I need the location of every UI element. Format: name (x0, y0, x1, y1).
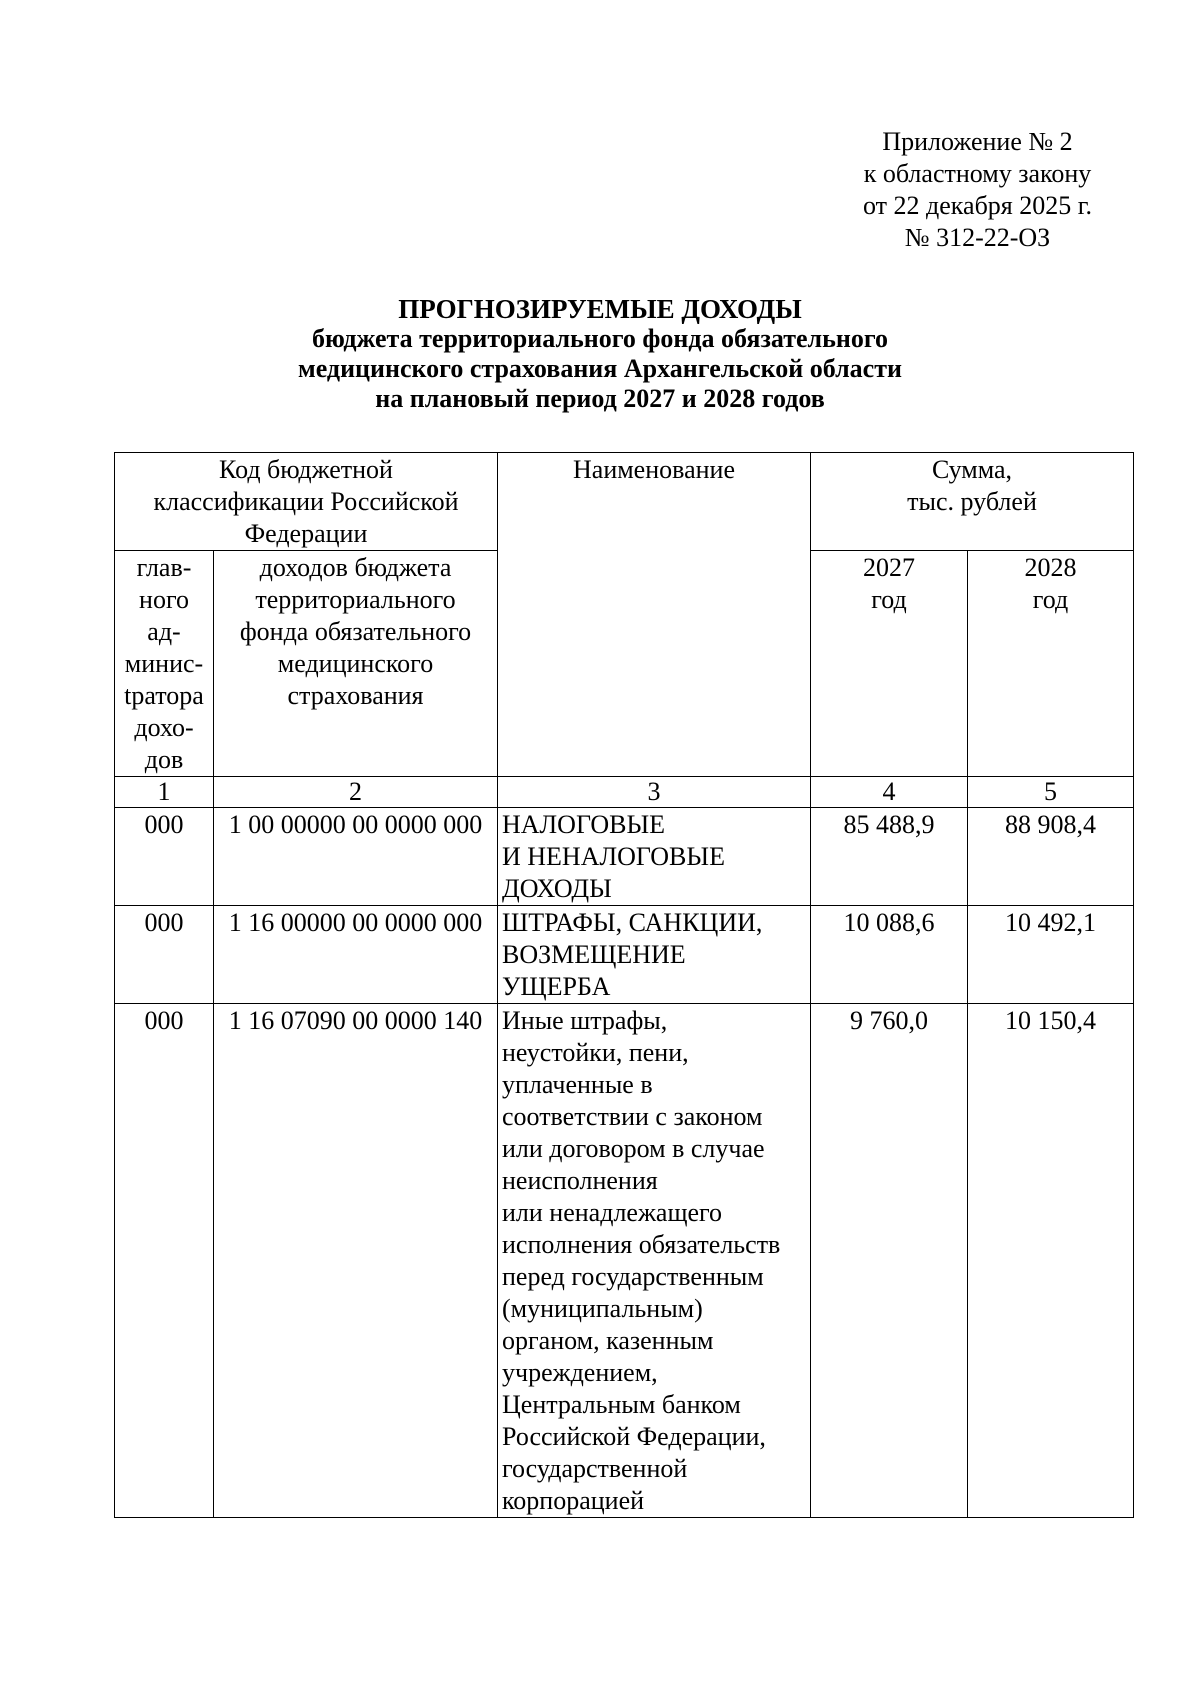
table-row (115, 1004, 1134, 1518)
income-code-cell: 1 16 07090 00 0000 140 (214, 1004, 498, 1518)
header-year-2028: 2028 год (968, 551, 1134, 777)
header-name: Наименование (498, 453, 811, 777)
sum-2028-cell: 88 908,4 (968, 808, 1134, 906)
table-row (115, 808, 1134, 906)
title-subtitle-3: на плановый период 2027 и 2028 годов (375, 384, 825, 413)
header-row-top (115, 453, 1134, 551)
income-code-cell: 1 00 00000 00 0000 000 (214, 808, 498, 906)
column-number: 1 (115, 777, 214, 808)
appendix-law-type: к областному закону (863, 159, 1092, 188)
sum-2028-cell: 10 150,4 (968, 1004, 1134, 1518)
appendix-reference (863, 126, 1092, 254)
title-subtitle-1: бюджета территориального фонда обязательного (311, 324, 889, 353)
sum-2027-cell: 85 488,9 (811, 808, 968, 906)
column-number: 3 (498, 777, 811, 808)
column-number: 2 (214, 777, 498, 808)
table-row (115, 906, 1134, 1004)
income-name-cell: ШТРАФЫ, САНКЦИИ, ВОЗМЕЩЕНИЕ УЩЕРБА (498, 906, 811, 1004)
header-sum-group: Сумма, тыс. рублей (811, 453, 1134, 551)
sum-2027-cell: 9 760,0 (811, 1004, 968, 1518)
title-subtitle-2: медицинского страхования Архангельской области (298, 354, 902, 383)
admin-code-cell: 000 (115, 906, 214, 1004)
appendix-number: Приложение № 2 (882, 127, 1073, 156)
sum-2028-cell: 10 492,1 (968, 906, 1134, 1004)
income-name-cell: НАЛОГОВЫЕ И НЕНАЛОГОВЫЕ ДОХОДЫ (498, 808, 811, 906)
income-table (114, 452, 1134, 1518)
title-main: ПРОГНОЗИРУЕМЫЕ ДОХОДЫ (398, 294, 802, 324)
admin-code-cell: 000 (115, 808, 214, 906)
sum-2027-cell: 10 088,6 (811, 906, 968, 1004)
column-number: 4 (811, 777, 968, 808)
header-income-code: доходов бюджета территориального фонда обязательного медицинского страхования (214, 551, 498, 777)
header-admin-code: глав- ного ад- минис- tратора дохо- дов (115, 551, 214, 777)
admin-code-cell: 000 (115, 1004, 214, 1518)
header-code-group: Код бюджетной классификации Российской Федерации (115, 453, 498, 551)
appendix-law-number: № 312-22-ОЗ (904, 223, 1051, 252)
column-number-row (115, 777, 1134, 808)
income-code-cell: 1 16 00000 00 0000 000 (214, 906, 498, 1004)
column-number: 5 (968, 777, 1134, 808)
income-name-cell: Иные штрафы, неустойки, пени, уплаченные в соответствии с законом или договором в случае неисполнения или ненадлежащего исполнения обязательств перед государственным (муниципальным) органом, казенным учреждением, Центральным банком Российской Федерации, государственной корпорацией (498, 1004, 811, 1518)
appendix-law-date: от 22 декабря 2025 г. (863, 191, 1092, 220)
document-title (0, 294, 1200, 414)
header-year-2027: 2027 год (811, 551, 968, 777)
